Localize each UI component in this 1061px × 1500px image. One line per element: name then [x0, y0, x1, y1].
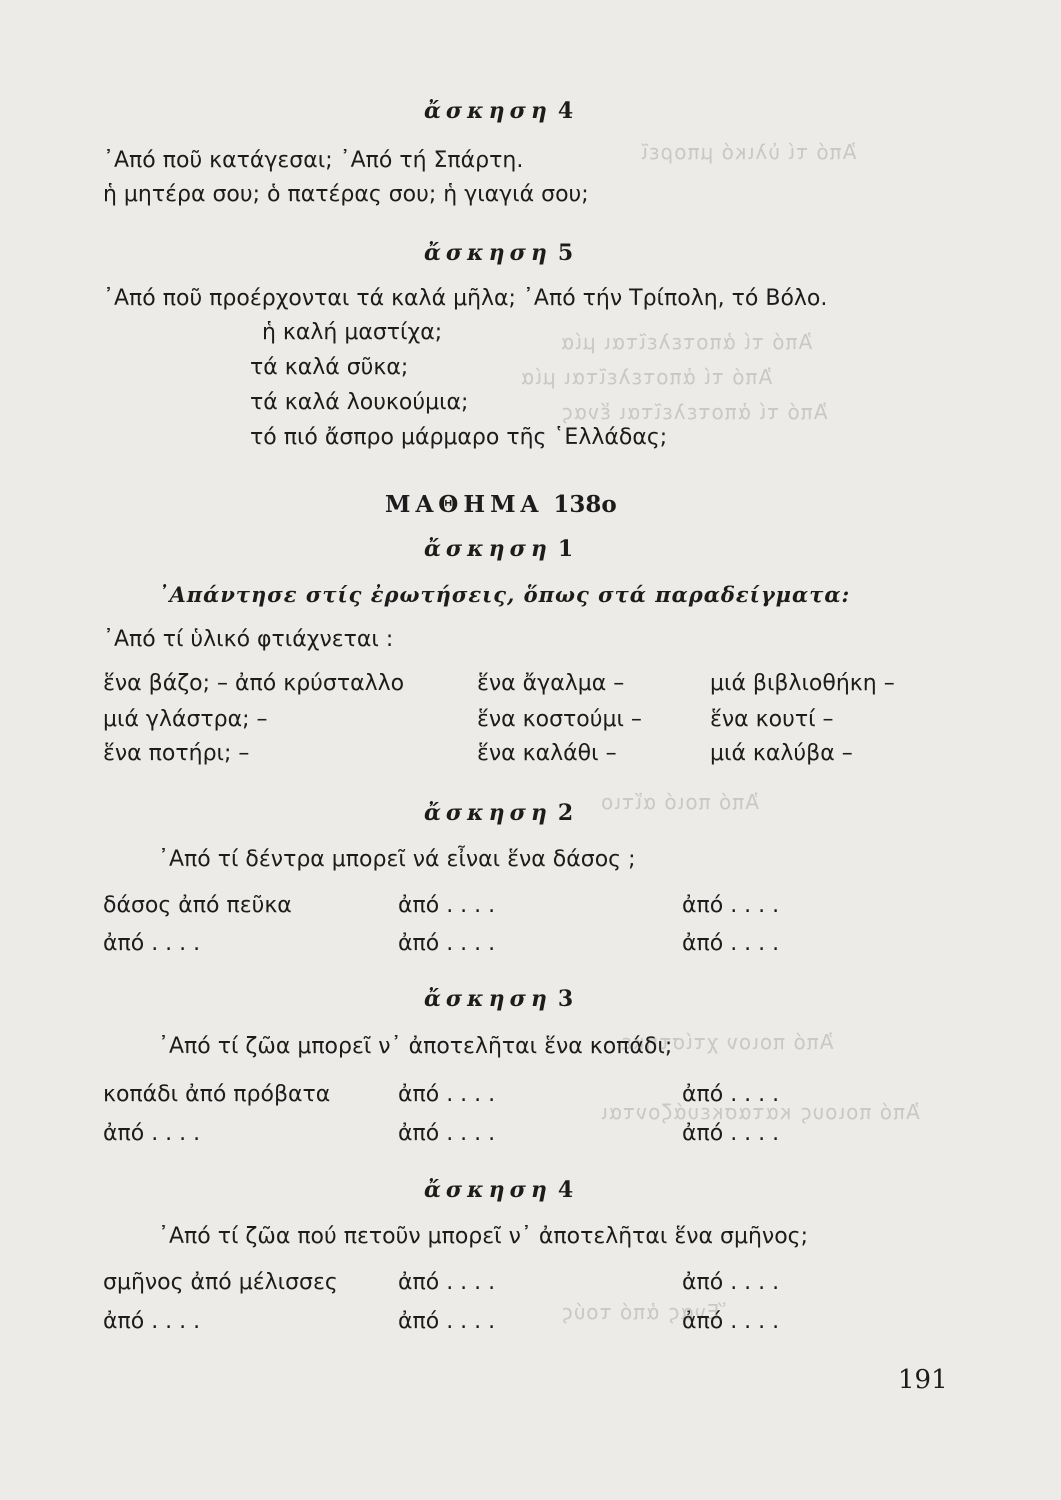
exercise-2-question: ᾿Από τί δέντρα μπορεῖ νά εἶναι ἕνα δάσος ;	[158, 847, 636, 872]
exercise-1-row-2-col-3: ἕνα κουτί –	[710, 707, 834, 732]
bleed-through-text: Ἀπό ποιό αἴτιο	[600, 790, 759, 814]
heading-number: 3	[557, 986, 574, 1012]
exercise-3-heading	[424, 986, 573, 1012]
bleed-through-text: Ἀπό ποιον χτίστηκε	[620, 1030, 834, 1054]
exercise-1-row-3-col-1: ἕνα ποτήρι; –	[103, 741, 250, 766]
exercise-4b-question: ᾿Από τί ζῶα πού πετοῦν μπορεῖ ν᾿ ἀποτελῆται ἕνα σμῆνος;	[158, 1224, 808, 1249]
bleed-through-text: Ἀπό ποιους κατασκευάζονται	[600, 1100, 920, 1124]
exercise-1-row-2-col-2: ἕνα κοστούμι –	[477, 707, 642, 732]
bleed-through-text: Ἀπό τί ἀποτελεῖται ἕνας	[560, 400, 828, 424]
exercise-1-row-1-col-1: ἕνα βάζο; – ἀπό κρύσταλλο	[103, 671, 405, 696]
exercise-1-row-2-col-1: μιά γλάστρα; –	[103, 707, 268, 732]
exercise-3-row-2-col-3: ἀπό . . . .	[682, 1121, 780, 1146]
exercise-3-row-1-col-2: ἀπό . . . .	[398, 1082, 496, 1107]
exercise-5-line-3: τά καλά σῦκα;	[250, 355, 409, 380]
exercise-4b-row-1-col-3: ἀπό . . . .	[682, 1270, 780, 1295]
exercise-3-row-2-col-2: ἀπό . . . .	[398, 1121, 496, 1146]
heading-text: ἄσκηση	[424, 800, 552, 826]
exercise-4-line-1: ᾿Από ποῦ κατάγεσαι; ᾿Από τή Σπάρτη.	[103, 148, 524, 173]
lesson-title-text: ΜΑΘΗΜΑ	[385, 491, 544, 518]
exercise-2-row-1-col-1: δάσος ἀπό πεῦκα	[103, 893, 292, 918]
bleed-through-text: Ἕνας ἀπό τούς	[560, 1300, 726, 1324]
exercise-1-row-1-col-3: μιά βιβλιοθήκη –	[710, 671, 895, 696]
exercise-1-instruction: ᾿Απάντησε στίς ἐρωτήσεις, ὅπως στά παραδείγματα:	[158, 582, 851, 607]
exercise-4-heading	[424, 98, 573, 124]
heading-number: 4	[557, 1177, 574, 1203]
exercise-5-line-5: τό πιό ἄσπρο μάρμαρο τῆς ῾Ελλάδας;	[250, 425, 668, 450]
heading-text: ἄσκηση	[424, 986, 552, 1012]
exercise-4b-row-2-col-1: ἀπό . . . .	[103, 1309, 201, 1334]
page-number: 191	[898, 1365, 948, 1395]
lesson-title	[385, 491, 617, 518]
heading-number: 5	[557, 240, 574, 266]
exercise-3-question: ᾿Από τί ζῶα μπορεῖ ν᾿ ἀποτελῆται ἕνα κοπάδι;	[158, 1034, 673, 1059]
heading-text: ἄσκηση	[424, 1177, 552, 1203]
heading-number: 1	[557, 536, 574, 562]
exercise-1-row-1-col-2: ἕνα ἄγαλμα –	[477, 671, 625, 696]
exercise-5-heading	[424, 240, 573, 266]
exercise-1-heading	[424, 536, 573, 562]
exercise-3-row-1-col-1: κοπάδι ἀπό πρόβατα	[103, 1082, 331, 1107]
exercise-1-row-3-col-2: ἕνα καλάθι –	[477, 741, 617, 766]
bleed-through-text: Ἀπό τί ὑλικό μπορεῖ	[640, 140, 857, 164]
exercise-4-line-2: ἡ μητέρα σου; ὁ πατέρας σου; ἡ γιαγιά σου;	[103, 182, 589, 207]
exercise-4b-row-2-col-3: ἀπό . . . .	[682, 1309, 780, 1334]
exercise-1-row-3-col-3: μιά καλύβα –	[710, 741, 853, 766]
heading-number: 4	[557, 98, 574, 124]
exercise-4b-row-1-col-2: ἀπό . . . .	[398, 1270, 496, 1295]
exercise-2-heading	[424, 800, 573, 826]
heading-number: 2	[557, 800, 574, 826]
exercise-2-row-1-col-3: ἀπό . . . .	[682, 893, 780, 918]
bleed-through-text: Ἀπό τί ἀποτελεῖται μία	[520, 365, 773, 389]
bleed-through-text: Ἀπό τί ἀποτελεῖται μία	[560, 330, 813, 354]
exercise-2-row-2-col-1: ἀπό . . . .	[103, 931, 201, 956]
exercise-5-line-2: ἡ καλή μαστίχα;	[262, 320, 443, 345]
exercise-3-row-2-col-1: ἀπό . . . .	[103, 1121, 201, 1146]
exercise-4b-row-2-col-2: ἀπό . . . .	[398, 1309, 496, 1334]
lesson-number: 138ο	[553, 491, 617, 518]
exercise-4b-heading	[424, 1177, 573, 1203]
exercise-2-row-2-col-3: ἀπό . . . .	[682, 931, 780, 956]
exercise-2-row-2-col-2: ἀπό . . . .	[398, 931, 496, 956]
exercise-5-line-1: ᾿Από ποῦ προέρχονται τά καλά μῆλα; ᾿Από τήν Τρίπολη, τό Βόλο.	[103, 286, 828, 311]
exercise-1-question: ᾿Από τί ὑλικό φτιάχνεται :	[103, 627, 394, 652]
heading-text: ἄσκηση	[424, 536, 552, 562]
heading-text: ἄσκηση	[424, 240, 552, 266]
heading-text: ἄσκηση	[424, 98, 552, 124]
exercise-5-line-4: τά καλά λουκούμια;	[250, 390, 469, 415]
exercise-3-row-1-col-3: ἀπό . . . .	[682, 1082, 780, 1107]
exercise-2-row-1-col-2: ἀπό . . . .	[398, 893, 496, 918]
exercise-4b-row-1-col-1: σμῆνος ἀπό μέλισσες	[103, 1270, 338, 1295]
